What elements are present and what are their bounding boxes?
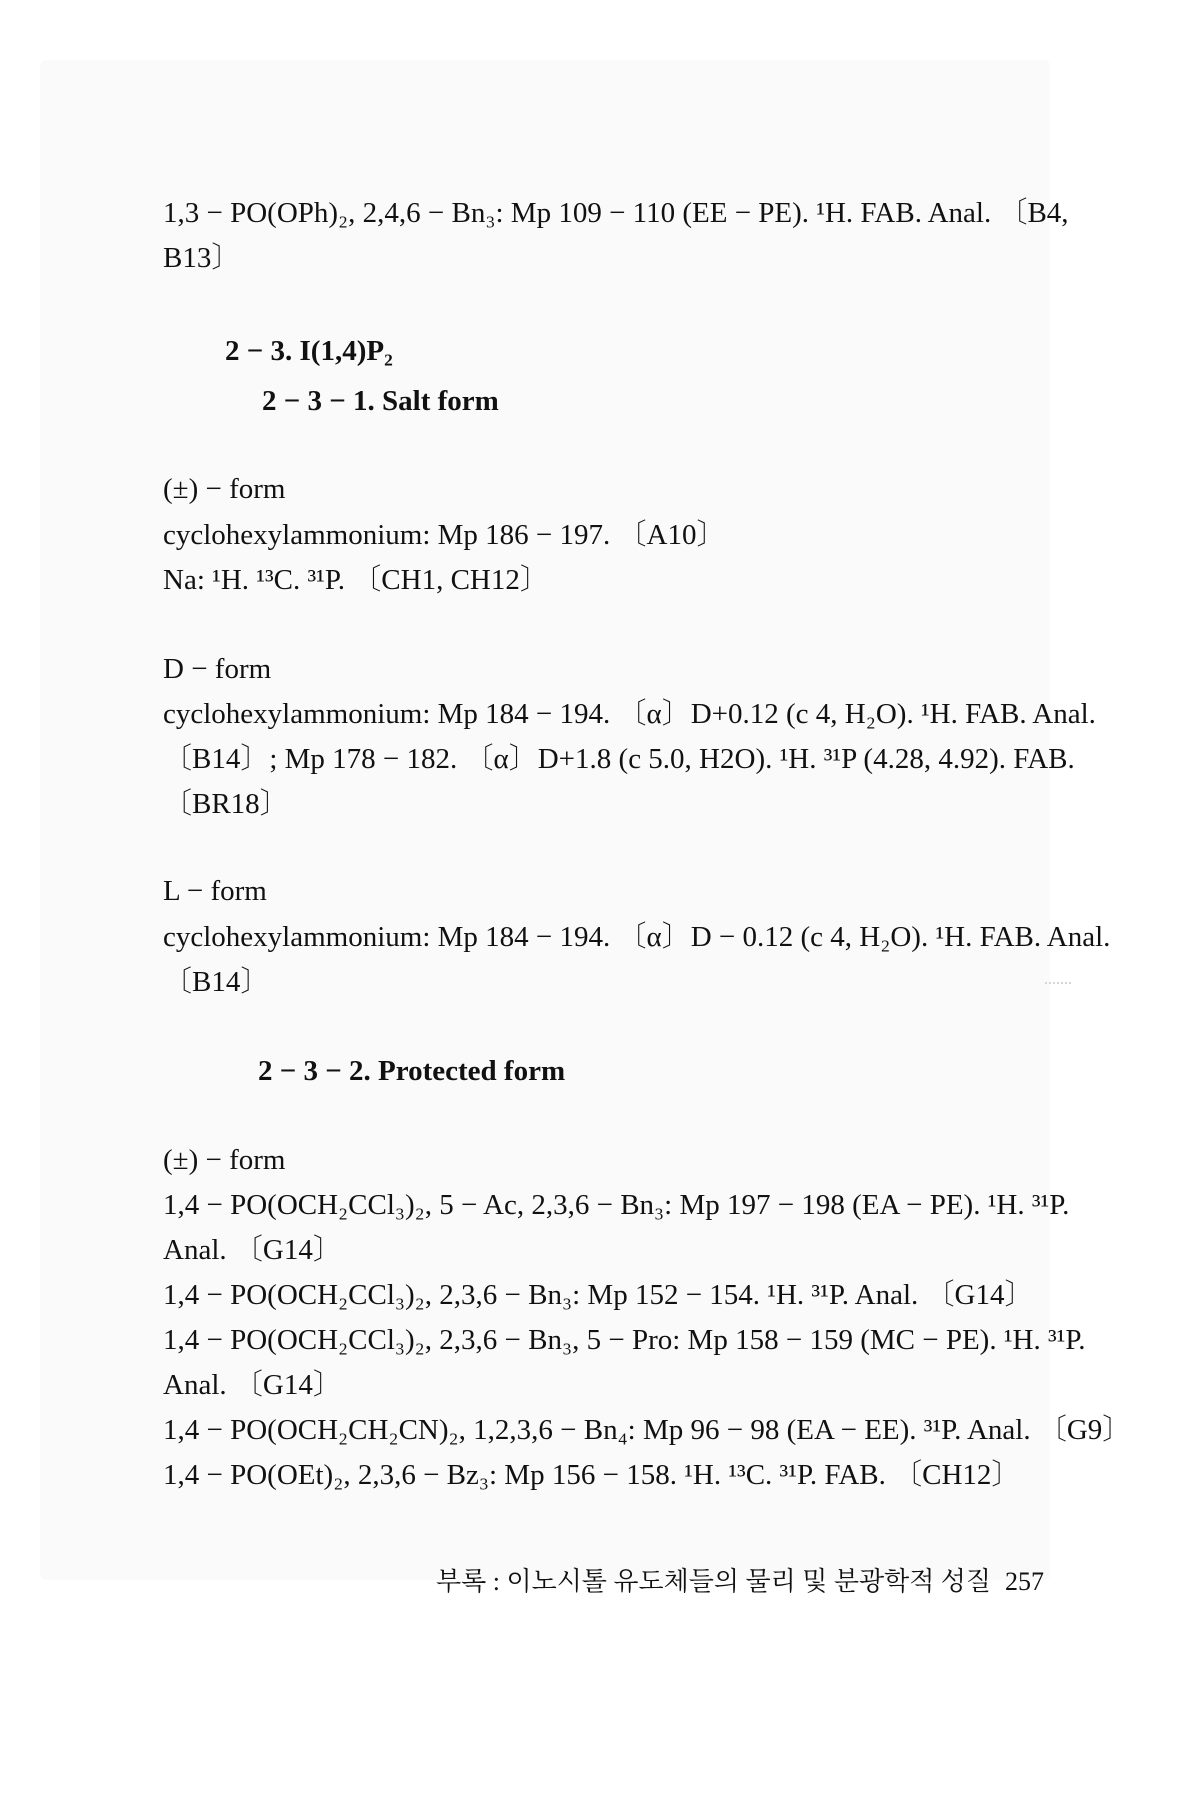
entry-line: 1,4 − PO(OCH₂CCl₃)₂, 5 − Ac, 2,3,6 − Bn₃: Mp 197 − 198 (EA − PE). ¹H. ³¹P. <box>163 1189 1070 1221</box>
entry-line: Anal. 〔G14〕 <box>163 1234 342 1266</box>
entry-line: B13〕 <box>163 242 241 274</box>
entry-line: 1,4 − PO(OEt)₂, 2,3,6 − Bz₃: Mp 156 − 158. ¹H. ¹³C. ³¹P. FAB. 〔CH12〕 <box>163 1459 1021 1491</box>
subsection-heading-2-3-1: 2 − 3 − 1. Salt form <box>262 385 499 417</box>
entry-line: cyclohexylammonium: Mp 184 − 194. 〔α〕D − 0.12 (c 4, H₂O). ¹H. FAB. Anal. <box>163 921 1111 953</box>
form-label: (±) − form <box>163 1144 286 1176</box>
running-footer-title: 부록 : 이노시톨 유도체들의 물리 및 분광학적 성질 <box>436 1567 992 1596</box>
section-heading-2-3: 2 − 3. I(1,4)P₂ <box>225 335 393 367</box>
entry-line: Anal. 〔G14〕 <box>163 1369 342 1401</box>
scan-speck <box>1045 982 1071 986</box>
entry-line: 1,4 − PO(OCH₂CCl₃)₂, 2,3,6 − Bn₃: Mp 152 − 154. ¹H. ³¹P. Anal. 〔G14〕 <box>163 1279 1034 1311</box>
form-label: L − form <box>163 875 267 907</box>
entry-line: 1,4 − PO(OCH₂CCl₃)₂, 2,3,6 − Bn₃, 5 − Pro: Mp 158 − 159 (MC − PE). ¹H. ³¹P. <box>163 1324 1086 1356</box>
page-footer <box>436 1565 1044 1599</box>
entry-line: 1,4 − PO(OCH₂CH₂CN)₂, 1,2,3,6 − Bn₄: Mp 96 − 98 (EA − EE). ³¹P. Anal. 〔G9〕 <box>163 1414 1132 1446</box>
entry-line: Na: ¹H. ¹³C. ³¹P. 〔CH1, CH12〕 <box>163 564 549 596</box>
form-label: D − form <box>163 653 272 685</box>
form-label: (±) − form <box>163 473 286 505</box>
entry-line: 〔B14〕 <box>163 966 270 998</box>
entry-line: cyclohexylammonium: Mp 184 − 194. 〔α〕D+0.12 (c 4, H₂O). ¹H. FAB. Anal. <box>163 698 1096 730</box>
page-number: 257 <box>1005 1567 1045 1596</box>
entry-line: cyclohexylammonium: Mp 186 − 197. 〔A10〕 <box>163 519 726 551</box>
entry-line: 1,3 − PO(OPh)₂, 2,4,6 − Bn₃: Mp 109 − 110 (EE − PE). ¹H. FAB. Anal. 〔B4, <box>163 197 1069 229</box>
subsection-heading-2-3-2: 2 − 3 − 2. Protected form <box>258 1055 566 1087</box>
entry-line: 〔B14〕; Mp 178 − 182. 〔α〕D+1.8 (c 5.0, H2O). ¹H. ³¹P (4.28, 4.92). FAB. <box>163 743 1075 775</box>
entry-line: 〔BR18〕 <box>163 788 289 820</box>
